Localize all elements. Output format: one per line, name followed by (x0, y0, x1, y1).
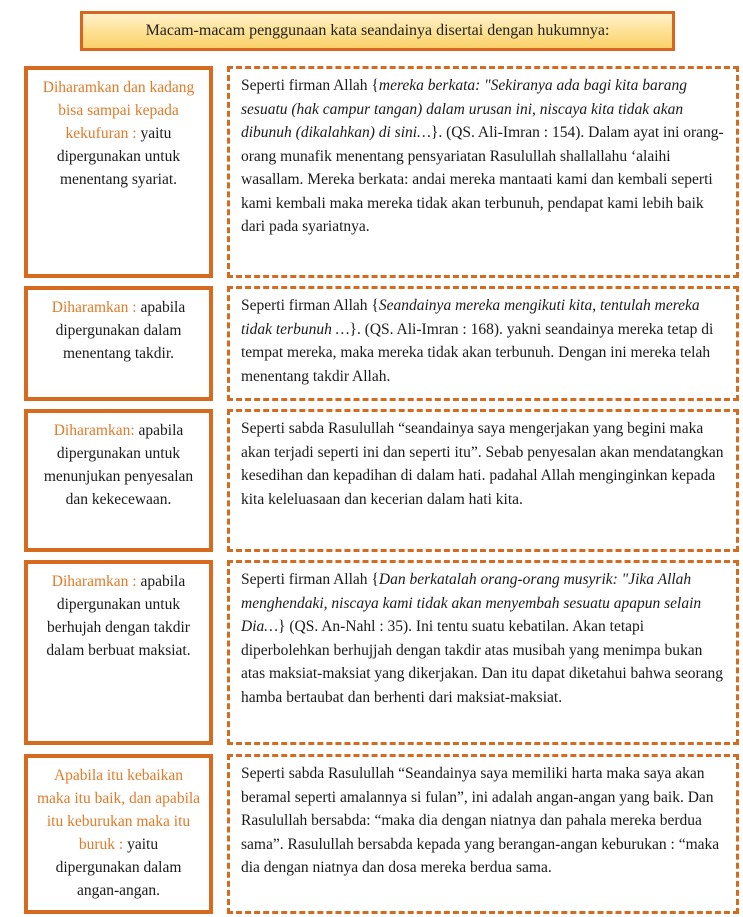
example-text-5a: Seperti sabda Rasulullah “Seandainya saya memiliki harta maka saya akan beramal seperti amalannya si fulan”, ini adalah angan-angan yang baik. Dan Rasulullah bersabda: “maka dia dengan niatnya dan pahala mereka berdua sama”. Rasulullah bersabda kepada yang berangan-angan keburukan : “maka dia dengan niatnya dan dosa mereka berdua sama. (241, 765, 720, 876)
example-cell-4 (227, 560, 739, 745)
example-text-3a: Seperti sabda Rasulullah “seandainya saya mengerjakan yang begini maka akan terjadi seperti ini dan seperti itu”. Sebab penyesalan akan mendatangkan kesedihan dan kepadihan di dalam hati. padahal Allah menginginkan kepada kita keleluasaan dan kecerian dalam hati kita. (241, 420, 724, 508)
example-text-1b: }. (QS. Ali-Imran : 154). Dalam ayat ini orang-orang munafik menentang pensyariatan Rasulullah shallallahu ‘alaihi wasallam. Mereka berkata: andai mereka mantaati kami dan kembali seperti kami kembali maka mereka tidak akan terbunuh, pendapat kami lebih baik dari pada syariatnya. (241, 124, 724, 235)
example-text-4b: } (QS. An-Nahl : 35). Ini tentu suatu kebatilan. Akan tetapi diperbolehkan berhujjah dengan takdir atas musibah yang menimpa bukan atas maksiat-maksiat yang dikerjakan. Dan itu dapat diketahui bahwa seorang hamba bertaubat dan berhenti dari maksiat-maksiat. (241, 618, 724, 706)
example-text-2a: Seperti firman Allah { (241, 297, 379, 314)
ruling-text-4 (36, 570, 201, 662)
example-text-4a: Seperti firman Allah { (241, 571, 379, 588)
ruling-keyword-2: Diharamkan : (51, 299, 137, 316)
example-cell-3 (227, 409, 739, 552)
example-cell-1 (227, 66, 739, 278)
example-cell-2 (227, 286, 739, 401)
ruling-desc-2: apabila dipergunakan dalam menentang takdir. (55, 299, 186, 362)
ruling-cell-5 (24, 754, 213, 914)
ruling-cell-1 (24, 66, 213, 278)
ruling-keyword-4: Diharamkan : (51, 573, 137, 590)
ruling-text-2 (36, 296, 201, 365)
ruling-desc-5: yaitu dipergunakan dalam angan-angan. (55, 836, 182, 899)
ruling-keyword-1: Diharamkan dan kadang bisa sampai kepada kekufuran : (42, 79, 195, 142)
ruling-desc-1: yaitu dipergunakan untuk menentang syariat. (56, 125, 181, 188)
example-cell-5 (227, 754, 739, 914)
ruling-text-1 (36, 76, 201, 191)
ruling-cell-2 (24, 286, 213, 401)
ruling-text-3 (36, 419, 201, 511)
ruling-keyword-3: Diharamkan: (53, 422, 135, 439)
ruling-desc-3: apabila dipergunakan untuk menunjukan penyesalan dan kekecewaan. (43, 422, 194, 508)
example-quote-1: mereka berkata: "Sekiranya ada bagi kita barang sesuatu (hak campur tangan) dalam urusan ini, niscaya kita tidak akan dibunuh (dikalahkan) di sini… (241, 77, 687, 141)
example-text-1a: Seperti firman Allah { (241, 77, 379, 94)
example-quote-2: Seandainya mereka mengikuti kita, tentulah mereka tidak terbunuh … (241, 297, 700, 338)
example-quote-4: Dan berkatalah orang-orang musyrik: "Jika Allah menghendaki, niscaya kami tidak akan menyembah sesuatu apapun selain Dia… (241, 571, 702, 635)
ruling-desc-4: apabila dipergunakan untuk berhujah dengan takdir dalam berbuat maksiat. (46, 573, 191, 659)
ruling-keyword-5: Apabila itu kebaikan maka itu baik, dan apabila itu keburukan maka itu buruk : (36, 767, 201, 853)
page-title: Macam-macam penggunaan kata seandainya disertai dengan hukumnya: (80, 11, 675, 51)
ruling-cell-3 (24, 409, 213, 552)
ruling-cell-4 (24, 560, 213, 745)
ruling-text-5 (36, 764, 201, 902)
example-text-2b: }. (QS. Ali-Imran : 168). yakni seandainya mereka tetap di tempat mereka, maka mereka tidak akan terbunuh. Dengan ini mereka telah menentang takdir Allah. (241, 320, 714, 385)
